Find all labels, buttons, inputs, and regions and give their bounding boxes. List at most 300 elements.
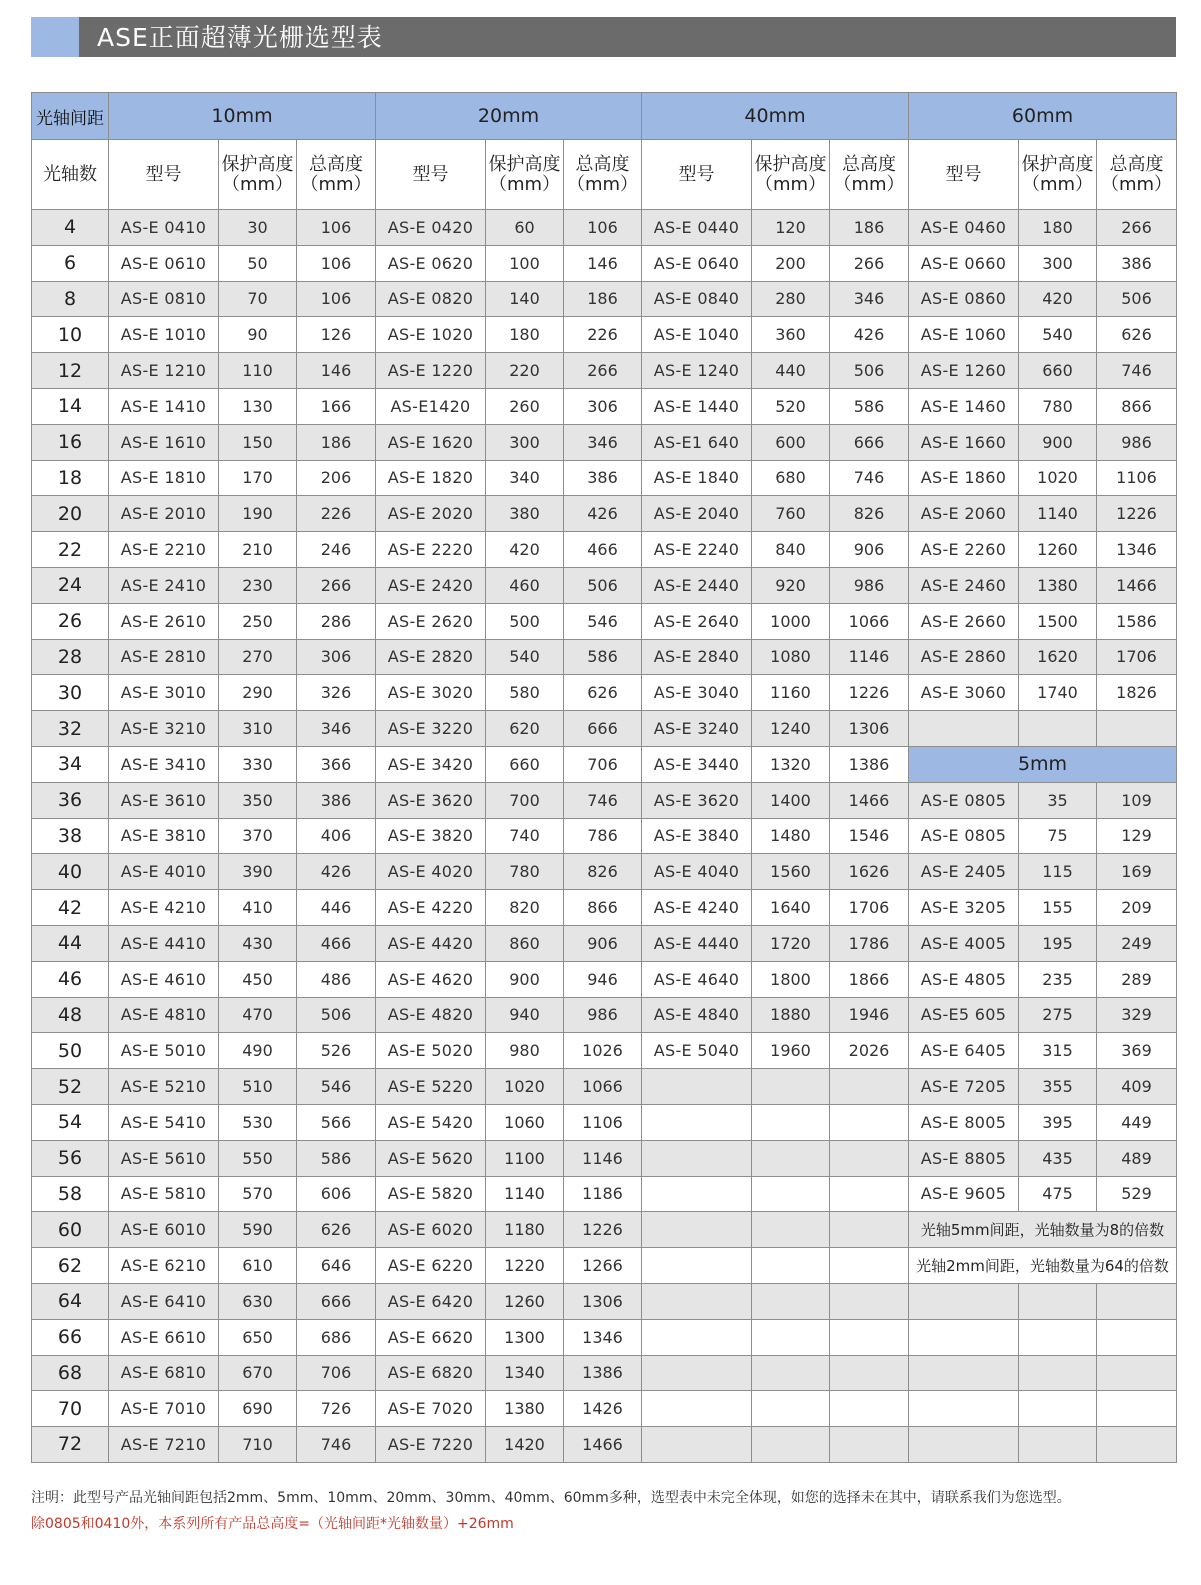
total-height-cell: 706 bbox=[564, 746, 642, 782]
model-cell: AS-E 2820 bbox=[376, 639, 486, 675]
total-height-cell bbox=[830, 1176, 909, 1212]
model-cell: AS-E 2440 bbox=[642, 567, 752, 603]
model-cell: AS-E 1410 bbox=[109, 388, 219, 424]
model-cell bbox=[642, 1104, 752, 1140]
total-height-cell: 329 bbox=[1097, 997, 1177, 1033]
table-row bbox=[32, 854, 1177, 890]
protect-height-cell: 840 bbox=[752, 532, 830, 568]
axis-count-cell: 40 bbox=[32, 854, 109, 890]
total-height-cell: 986 bbox=[830, 567, 909, 603]
table-row bbox=[32, 1033, 1177, 1069]
total-height-cell: 386 bbox=[1097, 245, 1177, 281]
protect-height-cell: 1960 bbox=[752, 1033, 830, 1069]
total-height-cell: 726 bbox=[297, 1391, 376, 1427]
model-cell: AS-E 5220 bbox=[376, 1069, 486, 1105]
model-cell: AS-E 0410 bbox=[109, 210, 219, 246]
model-cell: AS-E 0420 bbox=[376, 210, 486, 246]
model-cell: AS-E 0805 bbox=[909, 782, 1019, 818]
total-height-cell: 226 bbox=[297, 496, 376, 532]
protect-height-cell: 1340 bbox=[486, 1355, 564, 1391]
protect-height-cell: 270 bbox=[219, 639, 297, 675]
empty-cell bbox=[1019, 711, 1097, 747]
table-row bbox=[32, 961, 1177, 997]
table-row bbox=[32, 711, 1177, 747]
model-cell: AS-E 5610 bbox=[109, 1140, 219, 1176]
protect-height-cell: 580 bbox=[486, 675, 564, 711]
model-cell: AS-E 6210 bbox=[109, 1248, 219, 1284]
model-cell: AS-E 1840 bbox=[642, 460, 752, 496]
model-cell bbox=[642, 1355, 752, 1391]
model-cell: AS-E 3420 bbox=[376, 746, 486, 782]
model-cell: AS-E 4040 bbox=[642, 854, 752, 890]
total-height-cell: 466 bbox=[297, 925, 376, 961]
protect-height-cell: 1400 bbox=[752, 782, 830, 818]
model-cell: AS-E 1040 bbox=[642, 317, 752, 353]
model-cell: AS-E5 605 bbox=[909, 997, 1019, 1033]
total-height-cell: 866 bbox=[1097, 388, 1177, 424]
total-height-cell: 606 bbox=[297, 1176, 376, 1212]
total-height-cell: 289 bbox=[1097, 961, 1177, 997]
axis-count-cell: 10 bbox=[32, 317, 109, 353]
protect-height-cell: 180 bbox=[1019, 210, 1097, 246]
total-height-cell: 186 bbox=[564, 281, 642, 317]
total-height-cell: 566 bbox=[297, 1104, 376, 1140]
protect-height-cell: 660 bbox=[1019, 353, 1097, 389]
col-header-total-height: 总高度 （mm） bbox=[830, 140, 909, 210]
total-height-cell: 1946 bbox=[830, 997, 909, 1033]
formula-note: 除0805和0410外，本系列所有产品总高度=（光轴间距*光轴数量）+26mm bbox=[31, 1516, 514, 1532]
model-cell: AS-E 2020 bbox=[376, 496, 486, 532]
total-height-cell: 1866 bbox=[830, 961, 909, 997]
protect-height-cell: 620 bbox=[486, 711, 564, 747]
protect-height-cell: 650 bbox=[219, 1319, 297, 1355]
protect-height-cell: 30 bbox=[219, 210, 297, 246]
total-height-cell: 1146 bbox=[564, 1140, 642, 1176]
total-height-cell: 506 bbox=[564, 567, 642, 603]
protect-height-cell: 860 bbox=[486, 925, 564, 961]
table-row bbox=[32, 603, 1177, 639]
axis-count-cell: 44 bbox=[32, 925, 109, 961]
model-cell: AS-E 2060 bbox=[909, 496, 1019, 532]
col-header-model: 型号 bbox=[376, 140, 486, 210]
table-row bbox=[32, 1283, 1177, 1319]
table-row bbox=[32, 1248, 1177, 1284]
total-height-cell: 1546 bbox=[830, 818, 909, 854]
protect-height-cell: 500 bbox=[486, 603, 564, 639]
protect-height-cell: 1260 bbox=[486, 1283, 564, 1319]
total-height-cell: 169 bbox=[1097, 854, 1177, 890]
axis-count-cell: 14 bbox=[32, 388, 109, 424]
total-height-cell bbox=[1097, 1283, 1177, 1319]
total-height-cell: 1226 bbox=[564, 1212, 642, 1248]
protect-height-cell: 540 bbox=[486, 639, 564, 675]
total-height-cell: 409 bbox=[1097, 1069, 1177, 1105]
total-height-cell: 546 bbox=[564, 603, 642, 639]
model-cell: AS-E 3220 bbox=[376, 711, 486, 747]
protect-height-cell: 820 bbox=[486, 890, 564, 926]
total-height-cell: 1466 bbox=[830, 782, 909, 818]
total-height-cell: 746 bbox=[1097, 353, 1177, 389]
protect-height-cell: 430 bbox=[219, 925, 297, 961]
model-cell: AS-E 9605 bbox=[909, 1176, 1019, 1212]
total-height-cell: 106 bbox=[297, 245, 376, 281]
protect-height-cell bbox=[1019, 1355, 1097, 1391]
total-height-cell: 1266 bbox=[564, 1248, 642, 1284]
model-cell: AS-E 2040 bbox=[642, 496, 752, 532]
model-cell: AS-E 6405 bbox=[909, 1033, 1019, 1069]
model-cell: AS-E 1460 bbox=[909, 388, 1019, 424]
protect-height-cell: 395 bbox=[1019, 1104, 1097, 1140]
protect-height-cell: 310 bbox=[219, 711, 297, 747]
total-height-cell: 386 bbox=[297, 782, 376, 818]
model-cell: AS-E 1210 bbox=[109, 353, 219, 389]
model-cell: AS-E 0640 bbox=[642, 245, 752, 281]
model-cell: AS-E 2460 bbox=[909, 567, 1019, 603]
total-height-cell bbox=[830, 1248, 909, 1284]
protect-height-cell: 520 bbox=[752, 388, 830, 424]
protect-height-cell: 1480 bbox=[752, 818, 830, 854]
model-cell: AS-E 1020 bbox=[376, 317, 486, 353]
protect-height-cell: 490 bbox=[219, 1033, 297, 1069]
total-height-cell: 1626 bbox=[830, 854, 909, 890]
total-height-cell: 1066 bbox=[830, 603, 909, 639]
model-cell: AS-E 4240 bbox=[642, 890, 752, 926]
empty-cell bbox=[909, 711, 1019, 747]
protect-height-cell: 110 bbox=[219, 353, 297, 389]
model-cell: AS-E 1820 bbox=[376, 460, 486, 496]
total-height-cell: 1146 bbox=[830, 639, 909, 675]
model-cell: AS-E 7020 bbox=[376, 1391, 486, 1427]
protect-height-cell: 470 bbox=[219, 997, 297, 1033]
protect-height-cell: 530 bbox=[219, 1104, 297, 1140]
protect-height-cell: 570 bbox=[219, 1176, 297, 1212]
model-cell: AS-E 2240 bbox=[642, 532, 752, 568]
title-banner bbox=[31, 17, 1176, 57]
table-row bbox=[32, 245, 1177, 281]
model-cell: AS-E 2610 bbox=[109, 603, 219, 639]
axis-count-cell: 4 bbox=[32, 210, 109, 246]
protect-height-cell: 700 bbox=[486, 782, 564, 818]
total-height-cell: 746 bbox=[830, 460, 909, 496]
total-height-cell: 1706 bbox=[830, 890, 909, 926]
protect-height-cell: 460 bbox=[486, 567, 564, 603]
protect-height-cell bbox=[752, 1104, 830, 1140]
model-cell: AS-E 3410 bbox=[109, 746, 219, 782]
protect-height-cell: 540 bbox=[1019, 317, 1097, 353]
table-row bbox=[32, 1212, 1177, 1248]
axis-count-cell: 8 bbox=[32, 281, 109, 317]
col-header-total-height: 总高度 （mm） bbox=[1097, 140, 1177, 210]
table-row bbox=[32, 424, 1177, 460]
protect-height-cell: 710 bbox=[219, 1427, 297, 1463]
total-height-cell: 126 bbox=[297, 317, 376, 353]
model-cell: AS-E 1620 bbox=[376, 424, 486, 460]
col-header-protect-height: 保护高度 （mm） bbox=[219, 140, 297, 210]
protect-height-cell: 50 bbox=[219, 245, 297, 281]
model-cell: AS-E 4820 bbox=[376, 997, 486, 1033]
total-height-cell: 109 bbox=[1097, 782, 1177, 818]
total-height-cell: 1066 bbox=[564, 1069, 642, 1105]
total-height-cell bbox=[1097, 1391, 1177, 1427]
note-2mm: 光轴2mm间距，光轴数量为64的倍数 bbox=[909, 1248, 1177, 1284]
protect-height-cell: 300 bbox=[1019, 245, 1097, 281]
total-height-cell: 666 bbox=[297, 1283, 376, 1319]
protect-height-cell: 200 bbox=[752, 245, 830, 281]
total-height-cell bbox=[1097, 1355, 1177, 1391]
model-cell: AS-E 4005 bbox=[909, 925, 1019, 961]
protect-height-cell: 920 bbox=[752, 567, 830, 603]
table-row bbox=[32, 496, 1177, 532]
axis-count-cell: 54 bbox=[32, 1104, 109, 1140]
total-height-cell: 446 bbox=[297, 890, 376, 926]
total-height-cell: 529 bbox=[1097, 1176, 1177, 1212]
model-cell: AS-E 7220 bbox=[376, 1427, 486, 1463]
model-cell: AS-E 6420 bbox=[376, 1283, 486, 1319]
protect-height-cell: 90 bbox=[219, 317, 297, 353]
axis-count-cell: 60 bbox=[32, 1212, 109, 1248]
protect-height-cell: 1240 bbox=[752, 711, 830, 747]
col-header-protect-height: 保护高度 （mm） bbox=[752, 140, 830, 210]
model-cell bbox=[909, 1427, 1019, 1463]
axis-count-cell: 38 bbox=[32, 818, 109, 854]
protect-height-cell bbox=[752, 1248, 830, 1284]
selection-table bbox=[31, 92, 1177, 1463]
total-height-cell: 506 bbox=[297, 997, 376, 1033]
table-row bbox=[32, 353, 1177, 389]
protect-height-cell: 190 bbox=[219, 496, 297, 532]
protect-height-cell: 1300 bbox=[486, 1319, 564, 1355]
total-height-cell: 1386 bbox=[830, 746, 909, 782]
protect-height-cell: 1620 bbox=[1019, 639, 1097, 675]
model-cell: AS-E 2410 bbox=[109, 567, 219, 603]
table-row bbox=[32, 1176, 1177, 1212]
protect-height-cell: 1380 bbox=[486, 1391, 564, 1427]
total-height-cell: 406 bbox=[297, 818, 376, 854]
model-cell: AS-E 2260 bbox=[909, 532, 1019, 568]
table-row bbox=[32, 460, 1177, 496]
protect-height-cell: 1260 bbox=[1019, 532, 1097, 568]
model-cell: AS-E 7010 bbox=[109, 1391, 219, 1427]
protect-height-cell: 435 bbox=[1019, 1140, 1097, 1176]
model-cell: AS-E 0610 bbox=[109, 245, 219, 281]
total-height-cell: 706 bbox=[297, 1355, 376, 1391]
protect-height-cell bbox=[1019, 1319, 1097, 1355]
total-height-cell bbox=[1097, 1427, 1177, 1463]
protect-height-cell: 155 bbox=[1019, 890, 1097, 926]
table-row bbox=[32, 1391, 1177, 1427]
total-height-cell: 326 bbox=[297, 675, 376, 711]
model-cell: AS-E 4610 bbox=[109, 961, 219, 997]
model-cell: AS-E 2860 bbox=[909, 639, 1019, 675]
total-height-cell: 266 bbox=[830, 245, 909, 281]
protect-height-cell: 780 bbox=[486, 854, 564, 890]
model-cell: AS-E1 640 bbox=[642, 424, 752, 460]
protect-height-cell: 680 bbox=[752, 460, 830, 496]
model-cell: AS-E 0660 bbox=[909, 245, 1019, 281]
axis-count-cell: 56 bbox=[32, 1140, 109, 1176]
model-cell: AS-E 2405 bbox=[909, 854, 1019, 890]
axis-count-cell: 58 bbox=[32, 1176, 109, 1212]
model-cell: AS-E 5020 bbox=[376, 1033, 486, 1069]
model-cell bbox=[642, 1319, 752, 1355]
protect-height-cell: 260 bbox=[486, 388, 564, 424]
total-height-cell: 186 bbox=[830, 210, 909, 246]
model-cell: AS-E 1610 bbox=[109, 424, 219, 460]
model-cell: AS-E 0810 bbox=[109, 281, 219, 317]
protect-height-cell: 1560 bbox=[752, 854, 830, 890]
total-height-cell: 986 bbox=[1097, 424, 1177, 460]
axis-count-cell: 28 bbox=[32, 639, 109, 675]
axis-count-cell: 42 bbox=[32, 890, 109, 926]
total-height-cell: 1386 bbox=[564, 1355, 642, 1391]
protect-height-cell: 550 bbox=[219, 1140, 297, 1176]
axis-count-cell: 50 bbox=[32, 1033, 109, 1069]
total-height-cell: 786 bbox=[564, 818, 642, 854]
total-height-cell: 146 bbox=[564, 245, 642, 281]
model-cell: AS-E 2010 bbox=[109, 496, 219, 532]
total-height-cell: 626 bbox=[564, 675, 642, 711]
total-height-cell: 186 bbox=[297, 424, 376, 460]
model-cell: AS-E 3010 bbox=[109, 675, 219, 711]
total-height-cell: 249 bbox=[1097, 925, 1177, 961]
protect-height-cell: 230 bbox=[219, 567, 297, 603]
protect-height-cell: 360 bbox=[752, 317, 830, 353]
protect-height-cell: 420 bbox=[1019, 281, 1097, 317]
table-row bbox=[32, 925, 1177, 961]
protect-height-cell bbox=[752, 1212, 830, 1248]
banner-accent bbox=[31, 17, 79, 57]
total-height-cell: 666 bbox=[830, 424, 909, 460]
protect-height-cell: 940 bbox=[486, 997, 564, 1033]
protect-height-cell: 740 bbox=[486, 818, 564, 854]
axis-count-cell: 36 bbox=[32, 782, 109, 818]
model-cell: AS-E 3620 bbox=[642, 782, 752, 818]
protect-height-cell bbox=[1019, 1427, 1097, 1463]
group-header-40mm: 40mm bbox=[642, 93, 909, 140]
col-header-total-height: 总高度 （mm） bbox=[564, 140, 642, 210]
protect-height-cell: 780 bbox=[1019, 388, 1097, 424]
model-cell: AS-E 6010 bbox=[109, 1212, 219, 1248]
total-height-cell: 666 bbox=[564, 711, 642, 747]
table-row bbox=[32, 675, 1177, 711]
total-height-cell: 286 bbox=[297, 603, 376, 639]
protect-height-cell: 1060 bbox=[486, 1104, 564, 1140]
axis-count-cell: 66 bbox=[32, 1319, 109, 1355]
group-header-60mm: 60mm bbox=[909, 93, 1177, 140]
total-height-cell bbox=[830, 1319, 909, 1355]
table-row bbox=[32, 782, 1177, 818]
model-cell: AS-E 0820 bbox=[376, 281, 486, 317]
model-cell bbox=[642, 1212, 752, 1248]
model-cell: AS-E 1440 bbox=[642, 388, 752, 424]
total-height-cell: 146 bbox=[297, 353, 376, 389]
table-row bbox=[32, 1069, 1177, 1105]
total-height-cell: 1306 bbox=[830, 711, 909, 747]
total-height-cell: 946 bbox=[564, 961, 642, 997]
protect-height-cell: 900 bbox=[1019, 424, 1097, 460]
protect-height-cell bbox=[752, 1140, 830, 1176]
model-cell: AS-E 3810 bbox=[109, 818, 219, 854]
total-height-cell: 306 bbox=[564, 388, 642, 424]
total-height-cell: 1226 bbox=[1097, 496, 1177, 532]
total-height-cell: 346 bbox=[564, 424, 642, 460]
total-height-cell bbox=[1097, 1319, 1177, 1355]
model-cell: AS-E 5040 bbox=[642, 1033, 752, 1069]
protect-height-cell: 1420 bbox=[486, 1427, 564, 1463]
protect-height-cell: 115 bbox=[1019, 854, 1097, 890]
note-5mm: 光轴5mm间距，光轴数量为8的倍数 bbox=[909, 1212, 1177, 1248]
model-cell: AS-E 5210 bbox=[109, 1069, 219, 1105]
table-row bbox=[32, 746, 1177, 782]
total-height-cell: 866 bbox=[564, 890, 642, 926]
protect-height-cell: 235 bbox=[1019, 961, 1097, 997]
total-height-cell: 746 bbox=[564, 782, 642, 818]
axis-count-cell: 30 bbox=[32, 675, 109, 711]
protect-height-cell: 330 bbox=[219, 746, 297, 782]
model-cell: AS-E 2810 bbox=[109, 639, 219, 675]
total-height-cell: 266 bbox=[1097, 210, 1177, 246]
model-cell: AS-E 0460 bbox=[909, 210, 1019, 246]
table-row bbox=[32, 210, 1177, 246]
model-cell: AS-E 6410 bbox=[109, 1283, 219, 1319]
protect-height-cell: 140 bbox=[486, 281, 564, 317]
total-height-cell: 369 bbox=[1097, 1033, 1177, 1069]
model-cell: AS-E 1220 bbox=[376, 353, 486, 389]
axis-count-cell: 34 bbox=[32, 746, 109, 782]
protect-height-cell: 220 bbox=[486, 353, 564, 389]
model-cell: AS-E 3205 bbox=[909, 890, 1019, 926]
protect-height-cell: 1880 bbox=[752, 997, 830, 1033]
total-height-cell: 906 bbox=[830, 532, 909, 568]
protect-height-cell: 100 bbox=[486, 245, 564, 281]
model-cell: AS-E 5010 bbox=[109, 1033, 219, 1069]
total-height-cell: 366 bbox=[297, 746, 376, 782]
protect-height-cell bbox=[752, 1319, 830, 1355]
axis-count-cell: 64 bbox=[32, 1283, 109, 1319]
protect-height-cell bbox=[752, 1427, 830, 1463]
total-height-cell: 2026 bbox=[830, 1033, 909, 1069]
model-cell: AS-E 7205 bbox=[909, 1069, 1019, 1105]
protect-height-cell: 120 bbox=[752, 210, 830, 246]
model-cell: AS-E 0840 bbox=[642, 281, 752, 317]
protect-height-cell: 760 bbox=[752, 496, 830, 532]
model-cell: AS-E 5820 bbox=[376, 1176, 486, 1212]
protect-height-cell: 250 bbox=[219, 603, 297, 639]
total-height-cell: 686 bbox=[297, 1319, 376, 1355]
total-height-cell: 1346 bbox=[1097, 532, 1177, 568]
total-height-cell bbox=[830, 1069, 909, 1105]
protect-height-cell bbox=[1019, 1391, 1097, 1427]
model-cell: AS-E 3620 bbox=[376, 782, 486, 818]
model-cell: AS-E 3610 bbox=[109, 782, 219, 818]
total-height-cell: 746 bbox=[297, 1427, 376, 1463]
col-header-total-height: 总高度 （mm） bbox=[297, 140, 376, 210]
model-cell: AS-E 1860 bbox=[909, 460, 1019, 496]
model-cell: AS-E 6610 bbox=[109, 1319, 219, 1355]
total-height-cell: 826 bbox=[564, 854, 642, 890]
total-height-cell: 106 bbox=[297, 281, 376, 317]
total-height-cell bbox=[830, 1140, 909, 1176]
model-cell: AS-E 3210 bbox=[109, 711, 219, 747]
model-cell: AS-E 2210 bbox=[109, 532, 219, 568]
table-row bbox=[32, 1355, 1177, 1391]
total-height-cell bbox=[830, 1355, 909, 1391]
total-height-cell: 1466 bbox=[564, 1427, 642, 1463]
protect-height-cell: 1100 bbox=[486, 1140, 564, 1176]
total-height-cell: 1106 bbox=[1097, 460, 1177, 496]
model-cell: AS-E 2220 bbox=[376, 532, 486, 568]
model-cell: AS-E 6820 bbox=[376, 1355, 486, 1391]
